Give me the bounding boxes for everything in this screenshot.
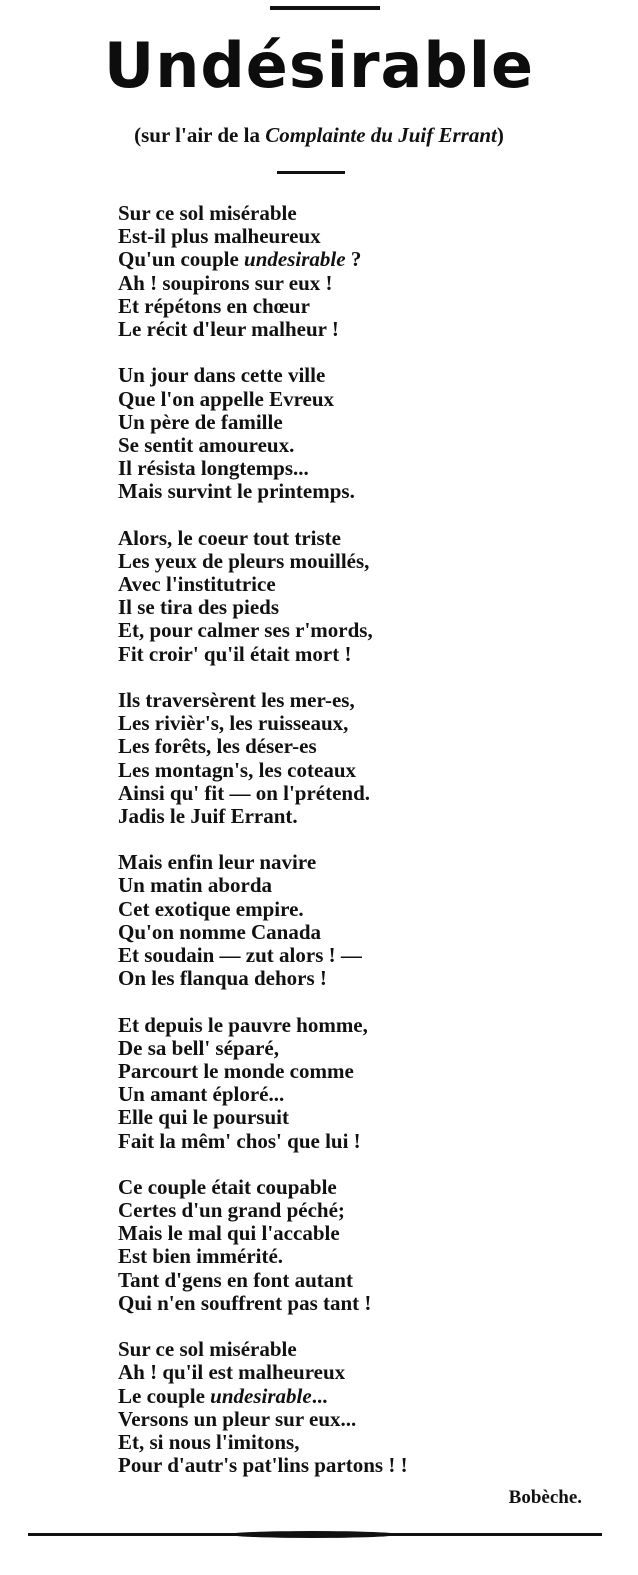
poem-line: Le couple undesirable... bbox=[118, 1383, 328, 1408]
stanza bbox=[118, 1014, 598, 1153]
poem-line: Et, si nous l'imitons, bbox=[118, 1429, 300, 1454]
stanza bbox=[118, 851, 598, 990]
stanza-gap bbox=[118, 503, 598, 526]
poem-line: Un père de famille bbox=[118, 409, 283, 434]
poem-line: Les rivièr's, les ruisseaux, bbox=[118, 711, 349, 736]
poem-line: Avec l'institutrice bbox=[118, 572, 276, 596]
stanza bbox=[118, 689, 598, 828]
poem-line: De sa bell' séparé, bbox=[118, 1035, 279, 1060]
poem-line: Ainsi qu' fit — on l'prétend. bbox=[118, 780, 371, 805]
poem-line: Mais le mal qui l'accable bbox=[118, 1221, 340, 1246]
poem-line: Les forêts, les déser-es bbox=[118, 734, 317, 759]
poem-line: Ah ! soupirons sur eux ! bbox=[118, 270, 333, 295]
stanza bbox=[118, 1338, 598, 1477]
subtitle-suffix: ) bbox=[496, 123, 504, 147]
stanza bbox=[118, 527, 598, 666]
poem-line: Ce couple était coupable bbox=[118, 1174, 337, 1199]
poem-line: Que l'on appelle Evreux bbox=[118, 386, 335, 411]
poem-line: Un matin aborda bbox=[118, 873, 273, 898]
poem-body bbox=[118, 202, 598, 1477]
top-rule bbox=[270, 6, 380, 10]
poem-line: Fait la mêm' chos' que lui ! bbox=[118, 1128, 361, 1153]
poem-line: Et, pour calmer ses r'mords, bbox=[118, 618, 373, 643]
stanza bbox=[118, 1176, 598, 1315]
poem-line: Il résista longtemps... bbox=[118, 456, 309, 481]
poem-line: Fit croir' qu'il était mort ! bbox=[118, 641, 352, 666]
title-divider bbox=[277, 171, 345, 174]
poem-line: On les flanqua dehors ! bbox=[118, 966, 327, 991]
poem-line: Pour d'autr's pat'lins partons ! ! bbox=[118, 1453, 408, 1478]
stanza-gap bbox=[118, 1153, 598, 1176]
italic-word: undesirable bbox=[210, 1383, 312, 1408]
subtitle-song: Complainte du Juif Errant bbox=[265, 123, 497, 147]
poem-line: Et soudain — zut alors ! — bbox=[118, 943, 362, 967]
poem-line: Qu'un couple undesirable ? bbox=[118, 247, 362, 272]
poem-line: Sur ce sol misérable bbox=[118, 201, 297, 225]
poem-line: Mais enfin leur navire bbox=[118, 850, 317, 875]
poem-line: Un amant éploré... bbox=[118, 1082, 285, 1107]
stanza-gap bbox=[118, 828, 598, 851]
poem-line: Se sentit amoureux. bbox=[118, 432, 295, 457]
stanza-gap bbox=[118, 666, 598, 689]
poem-line: Cet exotique empire. bbox=[118, 896, 304, 921]
poem-line: Le récit d'leur malheur ! bbox=[118, 316, 339, 341]
poem-line: Et depuis le pauvre homme, bbox=[118, 1012, 368, 1037]
poem-line: Qu'on nomme Canada bbox=[118, 919, 322, 944]
poem-line: Versons un pleur sur eux... bbox=[118, 1406, 357, 1431]
stanza bbox=[118, 202, 598, 341]
stanza-gap bbox=[118, 1315, 598, 1338]
poem-subtitle bbox=[0, 120, 638, 150]
poem-line: Les yeux de pleurs mouillés, bbox=[118, 548, 370, 573]
author-signature: Bobèche. bbox=[508, 1487, 582, 1508]
poem-line: Elle qui le poursuit bbox=[118, 1105, 289, 1130]
poem-line: Qui n'en souffrent pas tant ! bbox=[118, 1290, 372, 1315]
bottom-rule bbox=[28, 1533, 602, 1536]
subtitle-prefix: (sur l'air de la bbox=[134, 123, 266, 147]
poem-line: Un jour dans cette ville bbox=[118, 363, 326, 388]
poem-line: Parcourt le monde comme bbox=[118, 1058, 354, 1083]
poem-line: Est-il plus malheureux bbox=[118, 224, 321, 249]
italic-word: undesirable bbox=[244, 247, 346, 272]
poem-line: Les montagn's, les coteaux bbox=[118, 757, 356, 782]
poem-line: Sur ce sol misérable bbox=[118, 1337, 297, 1362]
poem-line: Certes d'un grand péché; bbox=[118, 1198, 345, 1223]
stanza-gap bbox=[118, 990, 598, 1013]
poem-title: Undésirable bbox=[103, 29, 535, 102]
poem-line: Il se tira des pieds bbox=[118, 595, 280, 620]
stanza-gap bbox=[118, 341, 598, 364]
poem-line: Et répétons en chœur bbox=[118, 293, 310, 318]
poem-line: Ils traversèrent les mer-es, bbox=[118, 687, 355, 712]
poem-line: Jadis le Juif Errant. bbox=[118, 803, 298, 828]
poem-line: Tant d'gens en font autant bbox=[118, 1267, 353, 1292]
poem-line: Ah ! qu'il est malheureux bbox=[118, 1360, 346, 1385]
stanza bbox=[118, 364, 598, 503]
poem-line: Mais survint le printemps. bbox=[118, 479, 355, 504]
poem-line: Alors, le coeur tout triste bbox=[118, 525, 341, 550]
poem-line: Est bien immérité. bbox=[118, 1244, 284, 1269]
